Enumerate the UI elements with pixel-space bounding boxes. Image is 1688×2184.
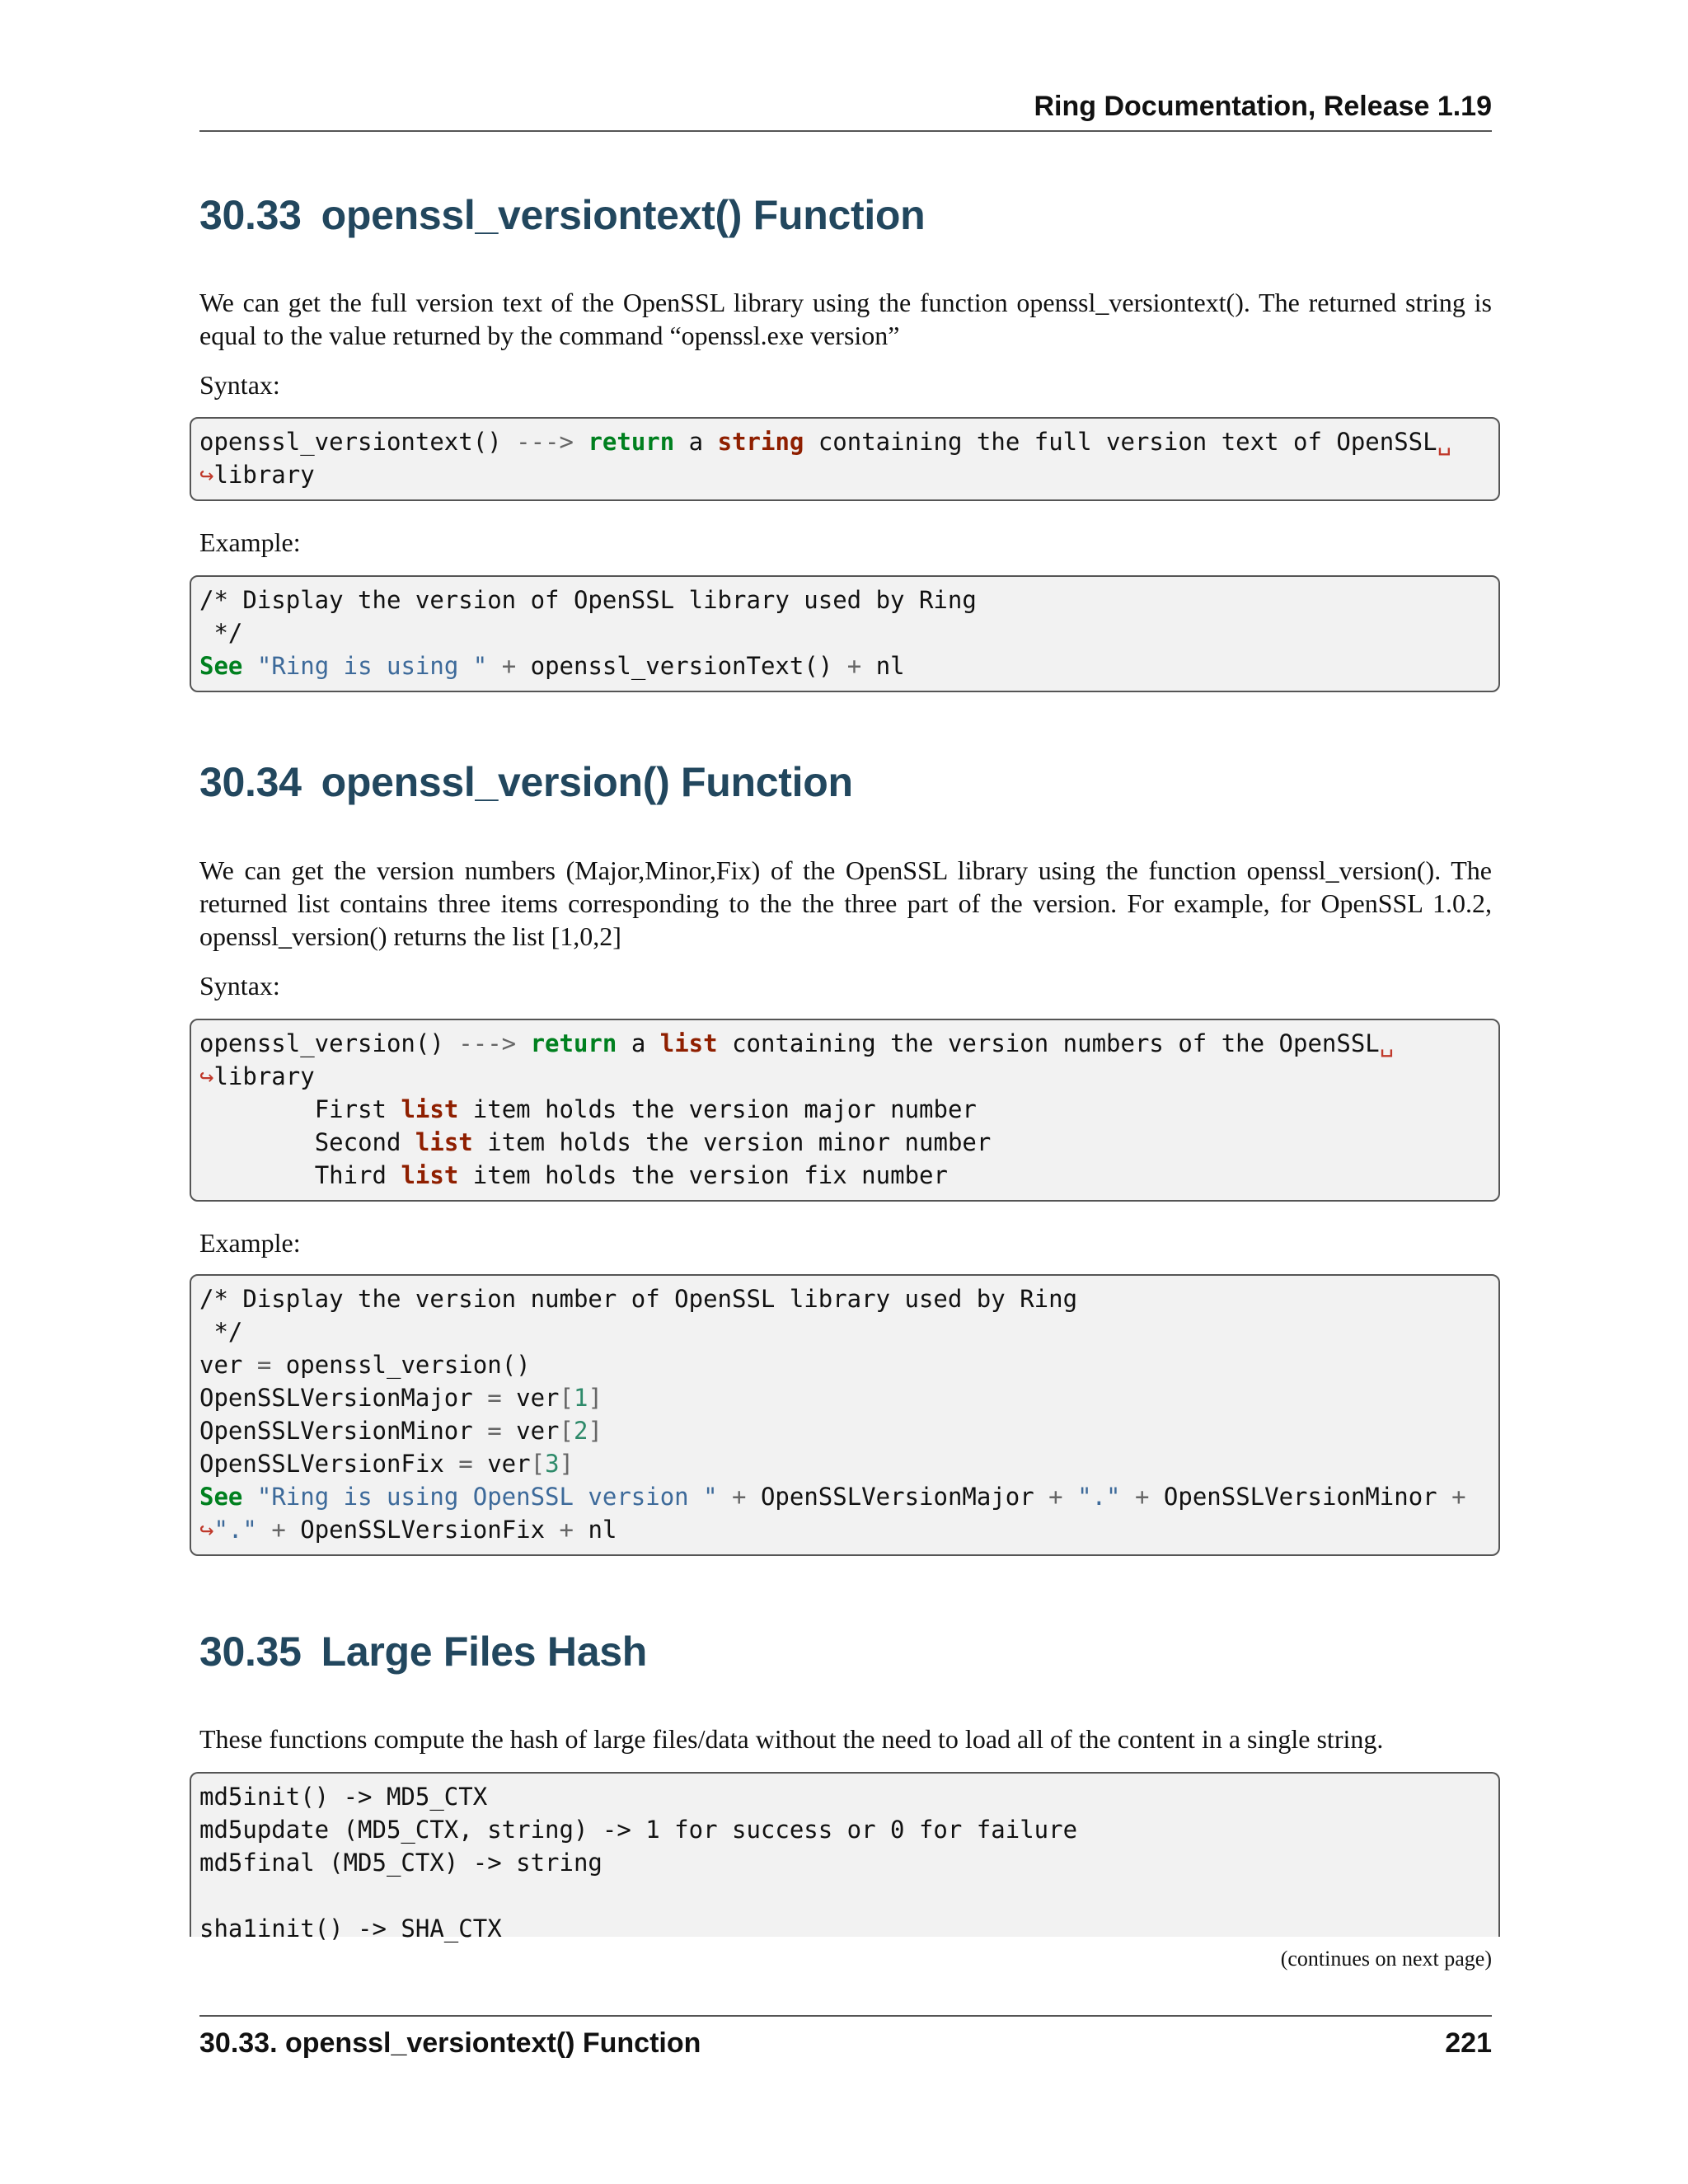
- example-label-text: Example:: [199, 1228, 301, 1258]
- code-operator: =: [458, 1450, 473, 1478]
- code-operator: ]: [559, 1450, 574, 1478]
- code-token: ver: [516, 1417, 560, 1445]
- code-comment: /* Display the version of OpenSSL library used by Ring: [199, 586, 977, 614]
- code-token: nl: [875, 652, 905, 680]
- code-builtin: string: [717, 428, 804, 456]
- section-number: 30.35: [199, 1629, 302, 1675]
- code-token: ver: [199, 1351, 243, 1379]
- section-heading: [199, 1628, 1492, 1675]
- footer-rule: [199, 2015, 1492, 2017]
- code-token: nl: [588, 1516, 617, 1544]
- code-comment: */: [199, 619, 243, 647]
- code-token: --->: [516, 428, 574, 456]
- section-title: openssl_versiontext() Function: [321, 192, 926, 238]
- section-30-33: [199, 191, 1492, 239]
- footer-section-title: 30.33. openssl_versiontext() Function: [199, 2027, 701, 2059]
- section-heading: [199, 191, 1492, 239]
- code-token: a: [631, 1029, 646, 1057]
- code-token: OpenSSLVersionFix: [300, 1516, 546, 1544]
- code-builtin: list: [401, 1095, 459, 1123]
- paragraph: These functions compute the hash of large files/data without the need to load all of the content in a single string.: [199, 1724, 1384, 1754]
- code-number: 3: [545, 1450, 560, 1478]
- code-keyword: return: [530, 1029, 617, 1057]
- code-block-syntax-1: [190, 417, 1500, 501]
- code-line: sha1init() -> SHA_CTX: [199, 1915, 502, 1943]
- code-token: OpenSSLVersionMinor: [1163, 1483, 1437, 1511]
- code-string: ".": [1077, 1483, 1121, 1511]
- paragraph: We can get the version numbers (Major,Minor,Fix) of the OpenSSL library using the function openssl_version(). The returned list contains three items corresponding to the the three part of the version. For example, for OpenSSL 1.0.2, openssl_version() returns the list [1,0,2]: [199, 855, 1492, 951]
- code-token: Second: [314, 1128, 401, 1156]
- code-line: md5init() -> MD5_CTX: [199, 1783, 488, 1811]
- code-token: a: [688, 428, 704, 456]
- code-operator: +: [1048, 1483, 1063, 1511]
- code-operator: ]: [588, 1384, 603, 1412]
- code-token: containing the version numbers of the OpenSSL: [732, 1029, 1380, 1057]
- code-token: OpenSSLVersionMajor: [760, 1483, 1034, 1511]
- syntax-label: [199, 969, 1492, 1002]
- code-block-example-2: [190, 1274, 1500, 1556]
- code-token: OpenSSLVersionMajor: [199, 1384, 473, 1412]
- code-block-syntax-2: [190, 1019, 1500, 1202]
- code-comment: */: [199, 1318, 243, 1346]
- code-token: item holds the version major number: [472, 1095, 977, 1123]
- code-token: OpenSSLVersionFix: [199, 1450, 444, 1478]
- code-string: "Ring is using ": [256, 652, 488, 680]
- code-token: library: [213, 461, 315, 489]
- code-token: ver: [516, 1384, 560, 1412]
- code-operator: +: [501, 652, 517, 680]
- code-string: "Ring is using OpenSSL version ": [256, 1483, 718, 1511]
- code-number: 1: [574, 1384, 588, 1412]
- code-operator: [: [559, 1384, 574, 1412]
- page-number: 221: [1445, 2027, 1492, 2059]
- continuation-arrow-icon: ↪: [199, 1062, 214, 1090]
- code-number: 2: [574, 1417, 588, 1445]
- section-30-35-body: [199, 1722, 1492, 1755]
- code-operator: =: [487, 1384, 502, 1412]
- code-builtin: list: [401, 1161, 459, 1189]
- code-string: ".": [213, 1516, 257, 1544]
- code-block-hash: [190, 1772, 1500, 1943]
- code-operator: ]: [588, 1417, 603, 1445]
- code-token: openssl_version(): [285, 1351, 531, 1379]
- section-number: 30.34: [199, 759, 302, 805]
- code-block-example-1: [190, 575, 1500, 692]
- code-token: library: [213, 1062, 315, 1090]
- code-operator: +: [1451, 1483, 1466, 1511]
- code-token: Third: [314, 1161, 387, 1189]
- continuation-arrow-icon: ↪: [199, 1516, 214, 1544]
- section-30-35: [199, 1628, 1492, 1675]
- section-30-34: [199, 758, 1492, 806]
- paragraph: We can get the full version text of the OpenSSL library using the function openssl_versiontext(). The returned string is equal to the value returned by the command “openssl.exe version”: [199, 288, 1492, 350]
- syntax-label-text: Syntax:: [199, 971, 280, 1001]
- code-operator: =: [487, 1417, 502, 1445]
- section-number: 30.33: [199, 192, 302, 238]
- syntax-label: [199, 368, 1492, 401]
- code-operator: +: [732, 1483, 747, 1511]
- continuation-arrow-icon: ↪: [199, 461, 214, 489]
- code-operator: +: [559, 1516, 574, 1544]
- code-token: openssl_versiontext(): [199, 428, 502, 456]
- code-operator: [: [530, 1450, 546, 1478]
- code-operator: +: [1134, 1483, 1150, 1511]
- syntax-label-text: Syntax:: [199, 370, 280, 400]
- code-builtin: list: [659, 1029, 718, 1057]
- code-token: openssl_versionText(): [530, 652, 833, 680]
- section-heading: [199, 758, 1492, 806]
- code-keyword: See: [199, 1483, 243, 1511]
- code-line: md5update (MD5_CTX, string) -> 1 for success or 0 for failure: [199, 1816, 1078, 1844]
- code-token: item holds the version fix number: [472, 1161, 948, 1189]
- example-label: [199, 1226, 1492, 1259]
- code-token: containing the full version text of OpenSSL: [818, 428, 1437, 456]
- line-wrap-icon: ␣: [1437, 428, 1452, 456]
- running-header: Ring Documentation, Release 1.19: [1034, 91, 1492, 122]
- section-title: openssl_version() Function: [321, 759, 853, 805]
- code-operator: =: [256, 1351, 272, 1379]
- code-keyword: return: [588, 428, 675, 456]
- section-30-33-body: [199, 286, 1492, 352]
- code-keyword: See: [199, 652, 243, 680]
- continues-note: (continues on next page): [1280, 1947, 1492, 1971]
- code-operator: +: [846, 652, 862, 680]
- code-builtin: list: [415, 1128, 473, 1156]
- line-wrap-icon: ␣: [1379, 1029, 1395, 1057]
- example-label-text: Example:: [199, 527, 301, 557]
- section-30-34-body: [199, 854, 1492, 953]
- code-token: openssl_version(): [199, 1029, 444, 1057]
- code-token: --->: [458, 1029, 517, 1057]
- code-line: md5final (MD5_CTX) -> string: [199, 1849, 603, 1877]
- code-token: ver: [487, 1450, 531, 1478]
- code-operator: [: [559, 1417, 574, 1445]
- code-operator: +: [271, 1516, 286, 1544]
- code-comment: /* Display the version number of OpenSSL library used by Ring: [199, 1285, 1078, 1313]
- code-token: First: [314, 1095, 387, 1123]
- code-token: OpenSSLVersionMinor: [199, 1417, 473, 1445]
- code-token: item holds the version minor number: [487, 1128, 992, 1156]
- example-label: [199, 526, 1492, 559]
- section-title: Large Files Hash: [321, 1629, 647, 1675]
- header-rule: [199, 130, 1492, 132]
